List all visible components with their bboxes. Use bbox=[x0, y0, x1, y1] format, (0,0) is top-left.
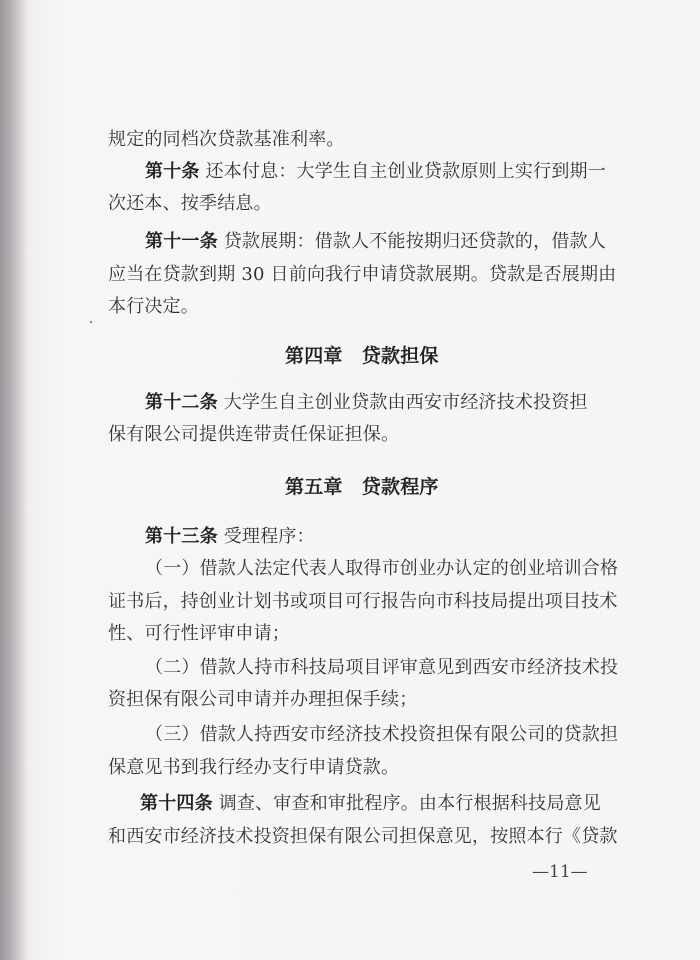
article-11-label: 第十一条 bbox=[145, 231, 218, 252]
chapter-4-heading: 第四章 贷款担保 bbox=[285, 345, 439, 367]
text-line-8: 保有限公司提供连带责任保证担保。 bbox=[108, 424, 400, 445]
article-13-text: 受理程序： bbox=[223, 526, 315, 547]
article-10 bbox=[145, 160, 700, 184]
text-line-11: 证书后，持创业计划书或项目可行报告向市科技局提出项目技术 bbox=[108, 591, 618, 612]
article-12-text: 大学生自主创业贷款由西安市经济技术投资担 bbox=[223, 392, 588, 413]
article-12 bbox=[145, 391, 700, 415]
article-13-label: 第十三条 bbox=[145, 526, 218, 547]
text-line-18: 和西安市经济技术投资担保有限公司担保意见，按照本行《贷款 bbox=[108, 826, 618, 847]
text-line-16: 保意见书到我行经办支行申请贷款。 bbox=[108, 757, 400, 778]
text-line-13: （二）借款人持市科技局项目评审意见到西安市经济技术投 bbox=[145, 657, 619, 678]
article-12-label: 第十二条 bbox=[145, 392, 218, 413]
article-13 bbox=[145, 525, 700, 549]
text-line-10: （一）借款人法定代表人取得市创业办认定的创业培训合格 bbox=[145, 558, 619, 579]
ink-speck bbox=[90, 321, 92, 323]
article-14-label: 第十四条 bbox=[140, 793, 213, 814]
text-line-3: 次还本、按季结息。 bbox=[108, 193, 272, 214]
text-line-5: 应当在贷款到期 30 日前向我行申请贷款展期。贷款是否展期由 bbox=[108, 264, 617, 285]
article-14 bbox=[140, 792, 700, 816]
binding-shadow bbox=[0, 0, 30, 960]
text-line-14: 资担保有限公司申请并办理担保手续； bbox=[108, 689, 418, 710]
article-10-text: 还本付息：大学生自主创业贷款原则上实行到期一 bbox=[205, 161, 606, 182]
article-11 bbox=[145, 230, 700, 254]
text-line-6: 本行决定。 bbox=[108, 296, 199, 317]
text-line-1: 规定的同档次贷款基准利率。 bbox=[108, 129, 345, 150]
page-number: —11— bbox=[532, 862, 588, 882]
text-line-15: （三）借款人持西安市经济技术投资担保有限公司的贷款担 bbox=[145, 724, 619, 745]
article-14-text: 调查、审查和审批程序。由本行根据科技局意见 bbox=[218, 793, 601, 814]
article-10-label: 第十条 bbox=[145, 161, 200, 182]
chapter-5-heading: 第五章 贷款程序 bbox=[285, 476, 439, 498]
text-line-12: 性、可行性评审申请； bbox=[108, 623, 290, 644]
article-11-text: 贷款展期：借款人不能按期归还贷款的，借款人 bbox=[223, 231, 606, 252]
